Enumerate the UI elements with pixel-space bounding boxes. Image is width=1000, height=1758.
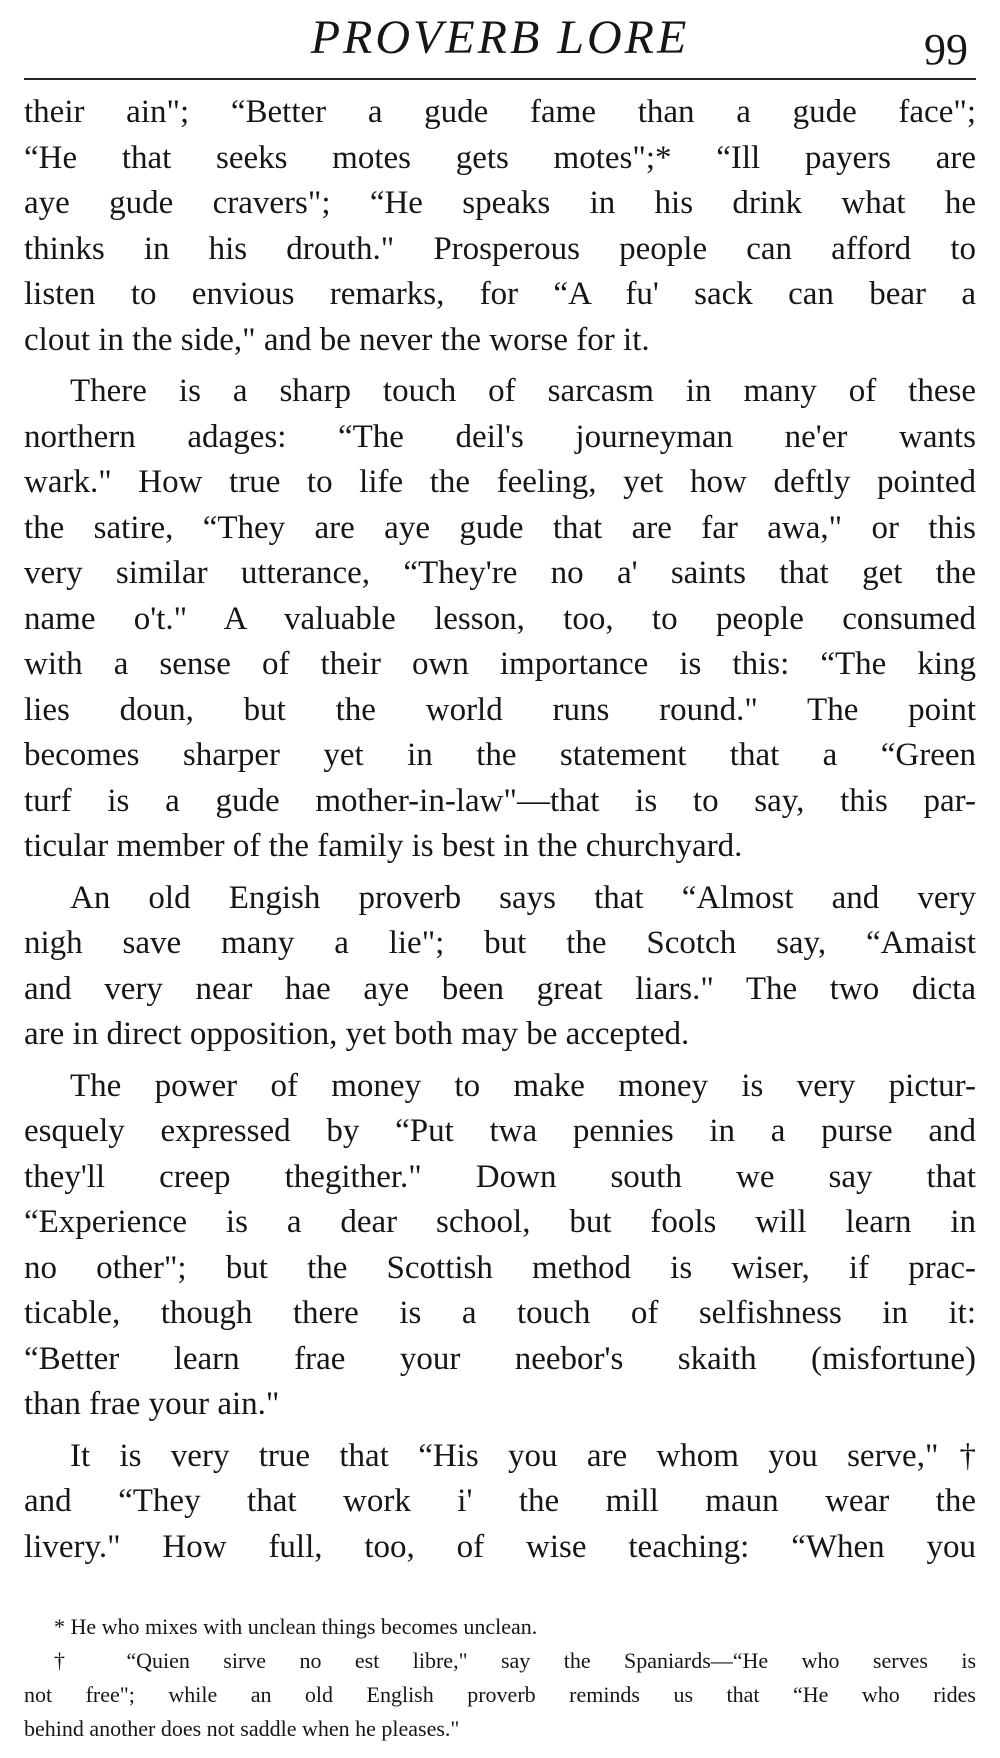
header-rule xyxy=(24,78,976,80)
text-line: An old Engish proverb says that “Almost and very xyxy=(70,879,976,916)
footnote-line: behind another does not saddle when he pleases." xyxy=(24,1716,460,1741)
text-line: with a sense of their own importance is this: “The king xyxy=(24,646,976,682)
text-line: nigh save many a lie"; but the Scotch say, “Amaist xyxy=(24,925,976,961)
text-line: listen to envious remarks, for “A fu' sack can bear a xyxy=(24,276,976,312)
text-line: they'll creep thegither." Down south we say that xyxy=(24,1158,976,1195)
text-line: The power of money to make money is very pictur- xyxy=(70,1067,976,1104)
text-line: are in direct opposition, yet both may be accepted. xyxy=(24,1016,690,1052)
text-line: than frae your ain." xyxy=(24,1386,280,1422)
text-line: their ain"; “Better a gude fame than a gude face"; xyxy=(24,94,976,130)
text-line: “Better learn frae your neebor's skaith (misfortune) xyxy=(24,1340,976,1377)
text-line: and very near hae aye been great liars." The two dicta xyxy=(24,970,976,1007)
text-line: clout in the side," and be never the worse for it. xyxy=(24,321,650,358)
text-line: no other"; but the Scottish method is wiser, if prac- xyxy=(24,1249,976,1286)
text-line: livery." How full, too, of wise teaching: “When you xyxy=(24,1528,976,1565)
text-line: turf is a gude mother-in-law"—that is to say, this par- xyxy=(24,782,976,819)
text-line: name o't." A valuable lesson, too, to people consumed xyxy=(24,600,976,637)
text-line: northern adages: “The deil's journeyman ne'er wants xyxy=(24,418,976,455)
footnote-line: not free"; while an old English proverb reminds us that “He who rides xyxy=(24,1682,976,1707)
text-line: It is very true that “His you are whom you serve,"† xyxy=(70,1437,976,1474)
text-line: esquely expressed by “Put twa pennies in a purse and xyxy=(24,1113,976,1149)
text-line: the satire, “They are aye gude that are far awa," or this xyxy=(24,509,976,546)
text-line: There is a sharp touch of sarcasm in many of these xyxy=(70,373,976,409)
text-line: ticable, though there is a touch of selfishness in it: xyxy=(24,1295,976,1331)
text-line: thinks in his drouth." Prosperous people can afford to xyxy=(24,230,976,267)
text-line: very similar utterance, “They're no a' saints that get the xyxy=(24,555,976,591)
text-line: “He that seeks motes gets motes";* “Ill payers are xyxy=(24,139,976,176)
text-line: and “They that work i' the mill maun wear the xyxy=(24,1483,976,1519)
text-line: wark." How true to life the feeling, yet how deftly pointed xyxy=(24,464,976,500)
page-number: 99 xyxy=(924,25,968,74)
footnote-line: † “Quien sirve no est libre," say the Spaniards—“He who serves is xyxy=(54,1648,976,1673)
text-line: lies doun, but the world runs round." The point xyxy=(24,691,976,728)
text-line: becomes sharper yet in the statement that a “Green xyxy=(24,737,976,773)
page-header xyxy=(24,0,976,80)
footnotes xyxy=(24,1610,976,1746)
running-title: PROVERB LORE xyxy=(310,11,690,64)
book-page xyxy=(24,0,976,1746)
body-text xyxy=(24,90,976,1570)
text-line: aye gude cravers"; “He speaks in his drink what he xyxy=(24,185,976,221)
text-line: ticular member of the family is best in the churchyard. xyxy=(24,828,743,864)
footnote-line: * He who mixes with unclean things becomes unclean. xyxy=(54,1614,538,1639)
text-line: “Experience is a dear school, but fools will learn in xyxy=(24,1204,976,1240)
